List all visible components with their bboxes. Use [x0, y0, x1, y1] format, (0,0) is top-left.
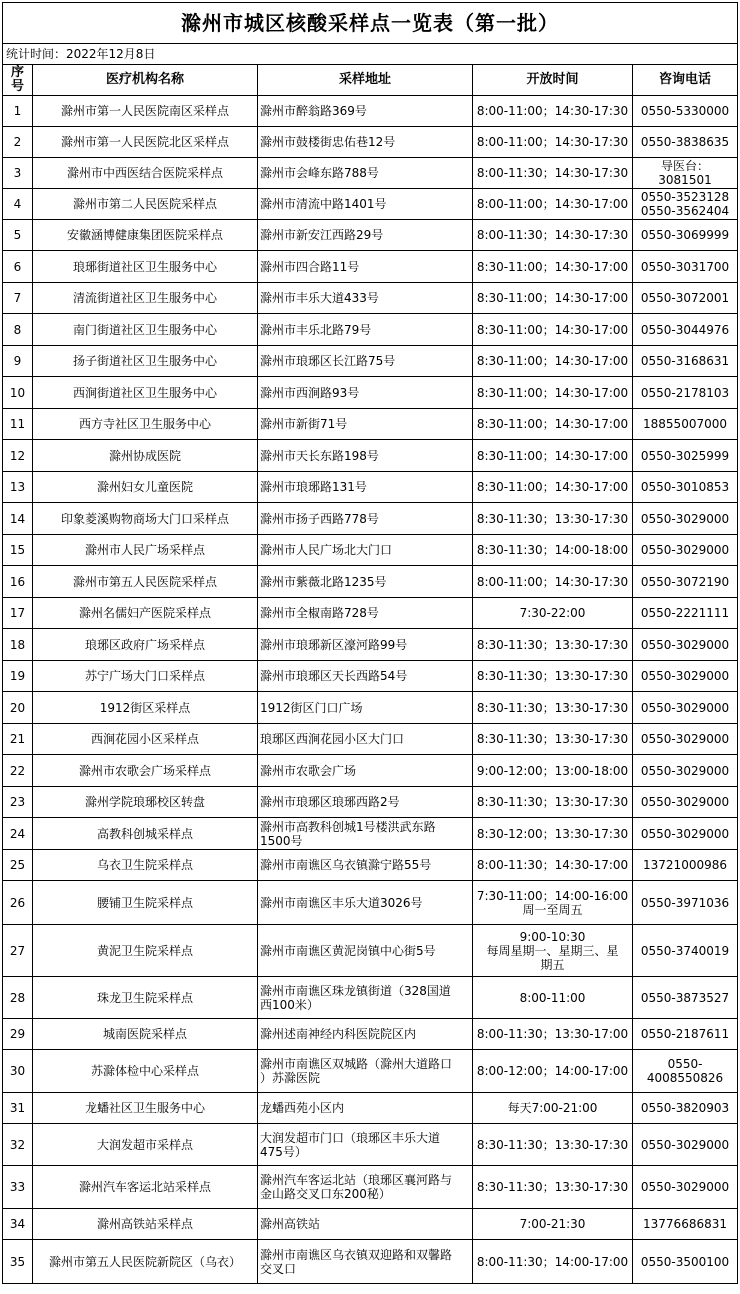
cell-org-name: 滁州妇女儿童医院: [33, 472, 258, 503]
cell-address: 滁州市丰乐北路79号: [258, 314, 473, 346]
cell-no: 32: [3, 1124, 33, 1166]
cell-open-time: 9:00-10:30 每周星期一、星期三、星 期五: [473, 925, 633, 977]
cell-open-time: 8:30-11:00；14:30-17:00: [473, 377, 633, 409]
cell-address: 滁州述南神经内科医院院区内: [258, 1019, 473, 1050]
cell-no: 8: [3, 314, 33, 346]
cell-phone: 0550-3873527: [633, 977, 738, 1019]
cell-org-name: 滁州学院琅琊校区转盘: [33, 787, 258, 818]
cell-org-name: 龙蟠社区卫生服务中心: [33, 1093, 258, 1124]
cell-phone: 0550-3029000: [633, 629, 738, 661]
cell-open-time: 8:30-11:00；14:30-17:00: [473, 472, 633, 503]
table-row: [3, 1209, 738, 1240]
cell-address: 滁州市清流中路1401号: [258, 189, 473, 220]
cell-phone: 0550-5330000: [633, 96, 738, 127]
cell-open-time: 8:00-11:30；14:00-17:00: [473, 1240, 633, 1284]
table-row: [3, 850, 738, 881]
cell-no: 9: [3, 346, 33, 377]
sampling-sites-table: [2, 2, 738, 1284]
table-row: [3, 220, 738, 251]
table-row: [3, 787, 738, 818]
table-row: [3, 283, 738, 314]
table-row: [3, 251, 738, 283]
cell-address: 滁州市南谯区乌衣镇滁宁路55号: [258, 850, 473, 881]
cell-no: 34: [3, 1209, 33, 1240]
cell-no: 29: [3, 1019, 33, 1050]
cell-no: 3: [3, 158, 33, 189]
table-row: [3, 724, 738, 755]
table-row: [3, 158, 738, 189]
cell-no: 10: [3, 377, 33, 409]
cell-open-time: 8:00-11:00: [473, 977, 633, 1019]
cell-phone: 0550-3010853: [633, 472, 738, 503]
cell-no: 22: [3, 755, 33, 787]
table-row: [3, 127, 738, 158]
cell-no: 7: [3, 283, 33, 314]
cell-open-time: 8:30-11:00；14:30-17:00: [473, 283, 633, 314]
cell-open-time: 8:00-11:00；14:30-17:30: [473, 96, 633, 127]
table-row: [3, 96, 738, 127]
cell-phone: 0550-3029000: [633, 724, 738, 755]
cell-org-name: 腰铺卫生院采样点: [33, 881, 258, 925]
cell-phone: 0550-3029000: [633, 818, 738, 850]
cell-no: 4: [3, 189, 33, 220]
cell-address: 滁州市人民广场北大门口: [258, 535, 473, 566]
statistics-date: 统计时间：2022年12月8日: [3, 44, 738, 65]
cell-org-name: 黄泥卫生院采样点: [33, 925, 258, 977]
cell-open-time: 7:00-21:30: [473, 1209, 633, 1240]
cell-open-time: 8:30-11:30；13:30-17:30: [473, 724, 633, 755]
cell-phone: 0550-3029000: [633, 535, 738, 566]
cell-open-time: 8:00-11:30；14:30-17:30: [473, 220, 633, 251]
header-org: 医疗机构名称: [33, 65, 258, 96]
cell-address: 滁州市琅琊路131号: [258, 472, 473, 503]
cell-open-time: 8:30-11:00；14:30-17:00: [473, 440, 633, 472]
cell-open-time: 8:00-11:30；14:30-17:30: [473, 158, 633, 189]
cell-org-name: 高教科创城采样点: [33, 818, 258, 850]
cell-address: 滁州市高教科创城1号楼洪武东路 1500号: [258, 818, 473, 850]
cell-address: 龙蟠西苑小区内: [258, 1093, 473, 1124]
cell-org-name: 乌衣卫生院采样点: [33, 850, 258, 881]
cell-no: 28: [3, 977, 33, 1019]
cell-org-name: 滁州市第一人民医院南区采样点: [33, 96, 258, 127]
cell-org-name: 西涧街道社区卫生服务中心: [33, 377, 258, 409]
cell-open-time: 8:00-11:30；13:30-17:00: [473, 1019, 633, 1050]
cell-open-time: 8:00-11:30；14:30-17:00: [473, 850, 633, 881]
cell-phone: 0550-2221111: [633, 598, 738, 629]
cell-open-time: 8:30-11:30；13:30-17:30: [473, 1124, 633, 1166]
table-row: [3, 1166, 738, 1209]
cell-no: 25: [3, 850, 33, 881]
cell-phone: 0550-3044976: [633, 314, 738, 346]
table-row: [3, 189, 738, 220]
cell-open-time: 8:30-11:30；13:30-17:30: [473, 661, 633, 692]
cell-no: 20: [3, 692, 33, 724]
cell-address: 滁州市会峰东路788号: [258, 158, 473, 189]
cell-no: 27: [3, 925, 33, 977]
cell-no: 26: [3, 881, 33, 925]
cell-address: 滁州市全椒南路728号: [258, 598, 473, 629]
cell-org-name: 滁州市第五人民医院采样点: [33, 566, 258, 598]
cell-address: 滁州市南谯区乌衣镇双迎路和双馨路 交叉口: [258, 1240, 473, 1284]
header-addr: 采样地址: [258, 65, 473, 96]
cell-org-name: 琅琊街道社区卫生服务中心: [33, 251, 258, 283]
cell-open-time: 8:30-11:30；13:30-17:30: [473, 692, 633, 724]
cell-no: 5: [3, 220, 33, 251]
cell-address: 滁州市西涧路93号: [258, 377, 473, 409]
cell-no: 21: [3, 724, 33, 755]
cell-address: 滁州市扬子西路778号: [258, 503, 473, 535]
cell-open-time: 7:30-11:00；14:00-16:00 周一至周五: [473, 881, 633, 925]
cell-open-time: 8:30-11:30；13:30-17:30: [473, 629, 633, 661]
cell-phone: 0550-3500100: [633, 1240, 738, 1284]
cell-open-time: 8:30-11:00；14:30-17:00: [473, 251, 633, 283]
table-row: [3, 598, 738, 629]
cell-no: 31: [3, 1093, 33, 1124]
cell-org-name: 滁州市第一人民医院北区采样点: [33, 127, 258, 158]
cell-address: 滁州市南谯区珠龙镇街道（328国道 西100米）: [258, 977, 473, 1019]
cell-org-name: 琅琊区政府广场采样点: [33, 629, 258, 661]
cell-address: 琅琊区西涧花园小区大门口: [258, 724, 473, 755]
cell-open-time: 8:30-11:30；13:30-17:30: [473, 787, 633, 818]
table-row: [3, 440, 738, 472]
cell-org-name: 滁州名儒妇产医院采样点: [33, 598, 258, 629]
table-row: [3, 566, 738, 598]
cell-no: 17: [3, 598, 33, 629]
cell-no: 24: [3, 818, 33, 850]
cell-address: 滁州市琅琊新区濠河路99号: [258, 629, 473, 661]
table-row: [3, 629, 738, 661]
cell-no: 33: [3, 1166, 33, 1209]
cell-org-name: 滁州市中西医结合医院采样点: [33, 158, 258, 189]
cell-address: 滁州市新安江西路29号: [258, 220, 473, 251]
cell-org-name: 清流街道社区卫生服务中心: [33, 283, 258, 314]
table-row: [3, 314, 738, 346]
cell-org-name: 扬子街道社区卫生服务中心: [33, 346, 258, 377]
cell-phone: 0550-2187611: [633, 1019, 738, 1050]
cell-phone: 0550-3025999: [633, 440, 738, 472]
table-row: [3, 755, 738, 787]
cell-no: 18: [3, 629, 33, 661]
table-row: [3, 925, 738, 977]
table-row: [3, 692, 738, 724]
cell-phone: 0550-3029000: [633, 1124, 738, 1166]
cell-address: 大润发超市门口（琅琊区丰乐大道 475号）: [258, 1124, 473, 1166]
cell-open-time: 8:30-11:30；14:00-18:00: [473, 535, 633, 566]
cell-phone: 0550-3029000: [633, 692, 738, 724]
cell-org-name: 滁州市第五人民医院新院区（乌衣）: [33, 1240, 258, 1284]
cell-no: 15: [3, 535, 33, 566]
cell-phone: 0550-3029000: [633, 661, 738, 692]
cell-phone: 0550-3029000: [633, 755, 738, 787]
cell-phone: 0550-3069999: [633, 220, 738, 251]
cell-open-time: 8:00-11:00；14:30-17:30: [473, 566, 633, 598]
cell-no: 11: [3, 409, 33, 440]
cell-org-name: 珠龙卫生院采样点: [33, 977, 258, 1019]
table-row: [3, 377, 738, 409]
cell-address: 滁州市琅琊区天长西路54号: [258, 661, 473, 692]
cell-phone: 0550-3820903: [633, 1093, 738, 1124]
cell-address: 滁州市丰乐大道433号: [258, 283, 473, 314]
cell-address: 滁州市南谯区丰乐大道3026号: [258, 881, 473, 925]
cell-no: 19: [3, 661, 33, 692]
table-row: [3, 1019, 738, 1050]
cell-no: 1: [3, 96, 33, 127]
cell-phone: 导医台：3081501: [633, 158, 738, 189]
cell-phone: 0550-3740019: [633, 925, 738, 977]
cell-org-name: 滁州协成医院: [33, 440, 258, 472]
cell-org-name: 滁州市第二人民医院采样点: [33, 189, 258, 220]
cell-phone: 0550-3029000: [633, 503, 738, 535]
cell-phone: 0550-3838635: [633, 127, 738, 158]
cell-phone: 0550-3523128 0550-3562404: [633, 189, 738, 220]
table-row: [3, 1124, 738, 1166]
table-row: [3, 409, 738, 440]
table-row: [3, 346, 738, 377]
cell-open-time: 7:30-22:00: [473, 598, 633, 629]
cell-address: 滁州市琅琊区琅琊西路2号: [258, 787, 473, 818]
header-no: 序号: [3, 65, 33, 96]
cell-address: 滁州市紫薇北路1235号: [258, 566, 473, 598]
cell-open-time: 8:30-11:30；13:30-17:30: [473, 503, 633, 535]
cell-org-name: 大润发超市采样点: [33, 1124, 258, 1166]
cell-address: 1912街区门口广场: [258, 692, 473, 724]
cell-phone: 18855007000: [633, 409, 738, 440]
cell-org-name: 印象菱溪购物商场大门口采样点: [33, 503, 258, 535]
cell-open-time: 8:30-12:00；13:30-17:30: [473, 818, 633, 850]
cell-no: 23: [3, 787, 33, 818]
cell-org-name: 滁州汽车客运北站采样点: [33, 1166, 258, 1209]
cell-no: 12: [3, 440, 33, 472]
cell-phone: 13721000986: [633, 850, 738, 881]
cell-open-time: 8:00-11:00；14:30-17:30: [473, 127, 633, 158]
cell-open-time: 8:00-11:00；14:30-17:00: [473, 189, 633, 220]
cell-org-name: 城南医院采样点: [33, 1019, 258, 1050]
cell-open-time: 8:30-11:00；14:30-17:00: [473, 409, 633, 440]
cell-address: 滁州市新街71号: [258, 409, 473, 440]
cell-address: 滁州市农歌会广场: [258, 755, 473, 787]
cell-address: 滁州市天长东路198号: [258, 440, 473, 472]
cell-address: 滁州市醉翁路369号: [258, 96, 473, 127]
table-row: [3, 1240, 738, 1284]
cell-address: 滁州市琅琊区长江路75号: [258, 346, 473, 377]
table-row: [3, 661, 738, 692]
cell-address: 滁州市南谯区双城路（滁州大道路口 ）苏滁医院: [258, 1050, 473, 1093]
table-row: [3, 535, 738, 566]
cell-org-name: 苏滁体检中心采样点: [33, 1050, 258, 1093]
cell-phone: 0550-3029000: [633, 1166, 738, 1209]
cell-open-time: 9:00-12:00；13:00-18:00: [473, 755, 633, 787]
cell-org-name: 1912街区采样点: [33, 692, 258, 724]
cell-org-name: 西方寺社区卫生服务中心: [33, 409, 258, 440]
cell-address: 滁州高铁站: [258, 1209, 473, 1240]
cell-phone: 0550-3971036: [633, 881, 738, 925]
table-row: [3, 472, 738, 503]
cell-phone: 0550-3072190: [633, 566, 738, 598]
cell-address: 滁州市南谯区黄泥岗镇中心街5号: [258, 925, 473, 977]
cell-phone: 13776686831: [633, 1209, 738, 1240]
cell-org-name: 西涧花园小区采样点: [33, 724, 258, 755]
cell-open-time: 8:30-11:00；14:30-17:00: [473, 314, 633, 346]
cell-no: 2: [3, 127, 33, 158]
header-time: 开放时间: [473, 65, 633, 96]
page-title: 滁州市城区核酸采样点一览表（第一批）: [3, 3, 738, 44]
cell-address: 滁州市四合路11号: [258, 251, 473, 283]
table-header-row: [3, 65, 738, 96]
cell-phone: 0550-4008550826: [633, 1050, 738, 1093]
cell-org-name: 滁州市农歌会广场采样点: [33, 755, 258, 787]
table-body: [3, 96, 738, 1284]
table-row: [3, 818, 738, 850]
cell-phone: 0550-3031700: [633, 251, 738, 283]
cell-address: 滁州汽车客运北站（琅琊区襄河路与 金山路交叉口东200秘）: [258, 1166, 473, 1209]
sampling-sites-sheet: [2, 2, 737, 1284]
cell-open-time: 8:30-11:00；14:30-17:00: [473, 346, 633, 377]
cell-open-time: 每天7:00-21:00: [473, 1093, 633, 1124]
cell-no: 16: [3, 566, 33, 598]
cell-org-name: 滁州高铁站采样点: [33, 1209, 258, 1240]
cell-no: 35: [3, 1240, 33, 1284]
table-row: [3, 503, 738, 535]
cell-no: 6: [3, 251, 33, 283]
cell-phone: 0550-3029000: [633, 787, 738, 818]
cell-no: 14: [3, 503, 33, 535]
cell-open-time: 8:00-12:00；14:00-17:00: [473, 1050, 633, 1093]
table-row: [3, 1050, 738, 1093]
cell-org-name: 滁州市人民广场采样点: [33, 535, 258, 566]
cell-no: 30: [3, 1050, 33, 1093]
cell-no: 13: [3, 472, 33, 503]
cell-org-name: 苏宁广场大门口采样点: [33, 661, 258, 692]
cell-open-time: 8:30-11:30；13:30-17:30: [473, 1166, 633, 1209]
cell-phone: 0550-2178103: [633, 377, 738, 409]
cell-org-name: 南门街道社区卫生服务中心: [33, 314, 258, 346]
cell-phone: 0550-3168631: [633, 346, 738, 377]
table-row: [3, 1093, 738, 1124]
cell-phone: 0550-3072001: [633, 283, 738, 314]
table-row: [3, 881, 738, 925]
cell-address: 滁州市鼓楼街忠佑巷12号: [258, 127, 473, 158]
cell-org-name: 安徽涵博健康集团医院采样点: [33, 220, 258, 251]
header-tel: 咨询电话: [633, 65, 738, 96]
table-row: [3, 977, 738, 1019]
